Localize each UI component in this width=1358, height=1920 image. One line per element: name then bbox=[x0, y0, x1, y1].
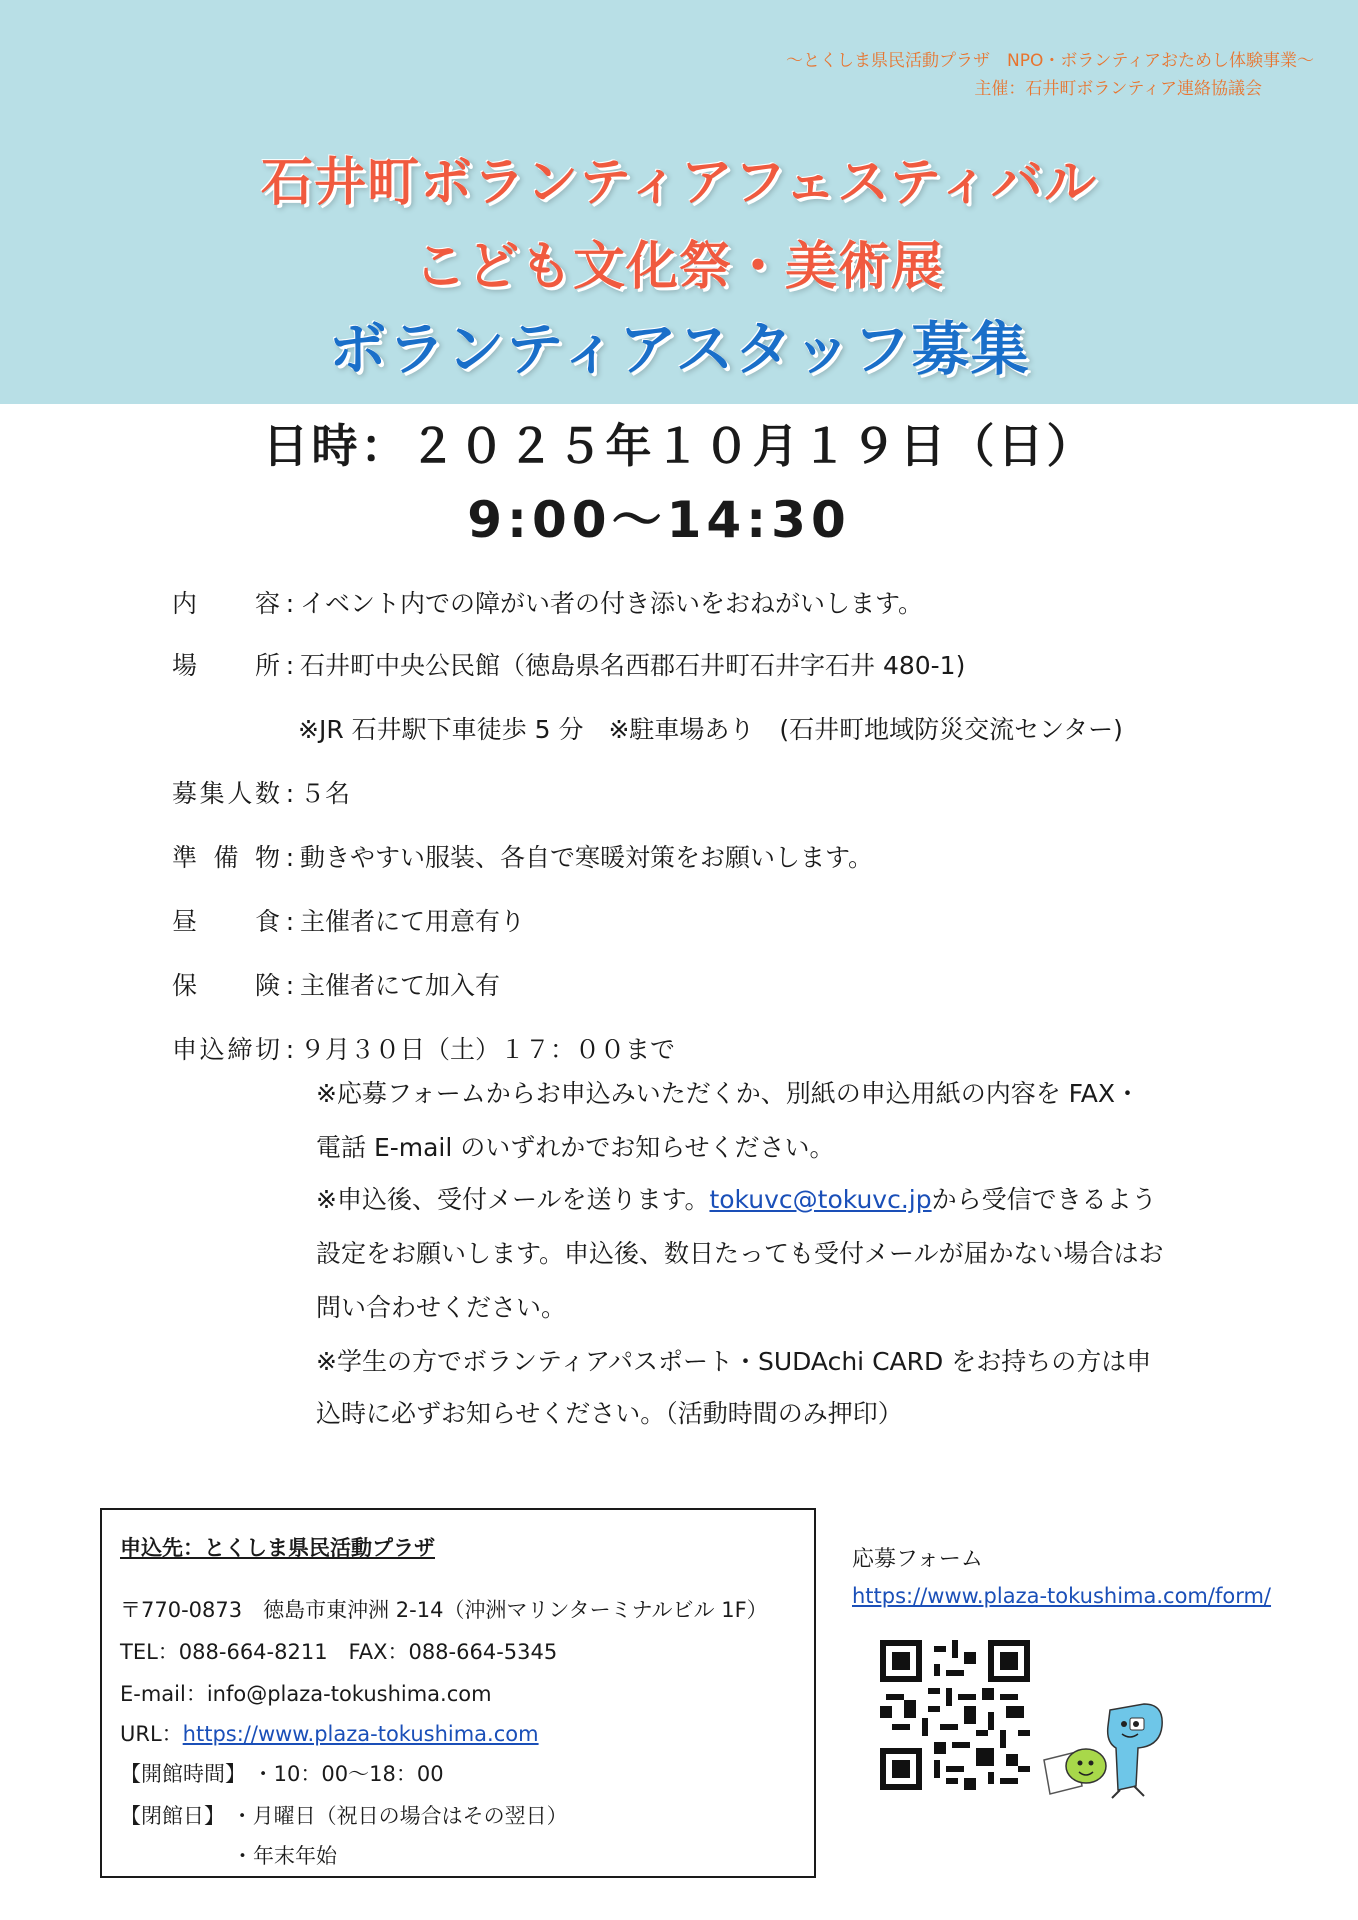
colon: : bbox=[285, 651, 295, 680]
form-label: 応募フォーム bbox=[852, 1547, 983, 1572]
detail-items bbox=[172, 838, 873, 874]
contact-title: 申込先：とくしま県民活動プラザ bbox=[120, 1536, 435, 1560]
contact-email-link[interactable]: tokuvc@tokuvc.jp bbox=[709, 1185, 932, 1214]
note-2a bbox=[316, 1180, 1157, 1216]
note-3b: 込時に必ずお知らせください。（活動時間のみ押印） bbox=[316, 1399, 903, 1428]
deadline-value: ９月３０日（土）１７：００まで bbox=[300, 1035, 676, 1064]
event-time: 9:00〜14:30 bbox=[467, 491, 851, 549]
form-url-link[interactable]: https://www.plaza-tokushima.com/form/ bbox=[852, 1584, 1272, 1608]
note-2a-pre: ※申込後、受付メールを送ります。 bbox=[316, 1185, 710, 1214]
detail-place bbox=[172, 646, 965, 682]
event-title: 石井町ボランティアフェスティバル bbox=[260, 153, 1098, 213]
detail-deadline bbox=[172, 1030, 675, 1066]
contact-url-label: URL： bbox=[120, 1722, 183, 1746]
deadline-label: 申込締切 bbox=[172, 1035, 280, 1064]
note-1a: ※応募フォームからお申込みいただくか、別紙の申込用紙の内容を FAX・ bbox=[316, 1079, 1140, 1108]
items-label: 準備物 bbox=[172, 843, 280, 872]
organizer-line-1: 〜とくしま県民活動プラザ NPO・ボランティアおためし体験事業〜 bbox=[786, 51, 1314, 71]
mascot-icon bbox=[1036, 1690, 1186, 1805]
contact-tel-fax: TEL：088-664-8211 FAX：088-664-5345 bbox=[120, 1640, 558, 1664]
contact-email: E-mail：info@plaza-tokushima.com bbox=[120, 1682, 492, 1706]
count-value: ５名 bbox=[300, 779, 351, 808]
contact-url-link[interactable]: https://www.plaza-tokushima.com bbox=[182, 1722, 539, 1746]
contact-box bbox=[100, 1508, 816, 1878]
insurance-label: 保険 bbox=[172, 971, 280, 1000]
lunch-value: 主催者にて用意有り bbox=[300, 907, 526, 936]
content-value: イベント内での障がい者の付き添いをおねがいします。 bbox=[300, 589, 924, 618]
place-value: 石井町中央公民館（徳島県名西郡石井町石井字石井 480-1) bbox=[300, 651, 966, 680]
insurance-value: 主催者にて加入有 bbox=[300, 971, 501, 1000]
closed-days-2: ・年末年始 bbox=[232, 1844, 337, 1868]
colon: : bbox=[285, 907, 295, 936]
colon: : bbox=[285, 971, 295, 1000]
contact-url-row bbox=[120, 1718, 539, 1748]
recruitment-title: ボランティアスタッフ募集 bbox=[328, 315, 1030, 383]
colon: : bbox=[285, 1035, 295, 1064]
colon: : bbox=[285, 589, 295, 618]
opening-hours: 【開館時間】 ・10：00〜18：00 bbox=[120, 1762, 444, 1786]
event-date: 日時：２０２５年１０月１９日（日） bbox=[262, 419, 1096, 473]
detail-count bbox=[172, 774, 350, 810]
content-label: 内容 bbox=[172, 589, 280, 618]
lunch-label: 昼食 bbox=[172, 907, 280, 936]
detail-content bbox=[172, 584, 923, 620]
header-banner bbox=[0, 0, 1358, 404]
detail-insurance bbox=[172, 966, 500, 1002]
note-1b: 電話 E-mail のいずれかでお知らせください。 bbox=[316, 1133, 835, 1162]
items-value: 動きやすい服装、各自で寒暖対策をお願いします。 bbox=[300, 843, 874, 872]
contact-address: 〒770-0873 徳島市東沖洲 2-14（沖洲マリンターミナルビル 1F） bbox=[120, 1598, 768, 1622]
detail-lunch bbox=[172, 902, 525, 938]
note-3a: ※学生の方でボランティアパスポート・SUDAchi CARD をお持ちの方は申 bbox=[316, 1347, 1152, 1376]
place-note: ※JR 石井駅下車徒歩 5 分 ※駐車場あり (石井町地域防災交流センター) bbox=[298, 715, 1123, 744]
place-label: 場所 bbox=[172, 651, 280, 680]
event-subtitle: こども文化祭・美術展 bbox=[413, 237, 944, 297]
note-2a-post: から受信できるよう bbox=[931, 1185, 1157, 1214]
colon: : bbox=[285, 843, 295, 872]
colon: : bbox=[285, 779, 295, 808]
organizer-line-2: 主催：石井町ボランティア連絡協議会 bbox=[974, 79, 1262, 99]
qr-code-icon[interactable] bbox=[880, 1640, 1030, 1790]
note-2b: 設定をお願いします。申込後、数日たっても受付メールが届かない場合はお bbox=[316, 1239, 1164, 1268]
note-2c: 問い合わせください。 bbox=[316, 1293, 567, 1322]
closed-days: 【閉館日】 ・月曜日（祝日の場合はその翌日） bbox=[120, 1804, 568, 1828]
count-label: 募集人数 bbox=[172, 779, 280, 808]
